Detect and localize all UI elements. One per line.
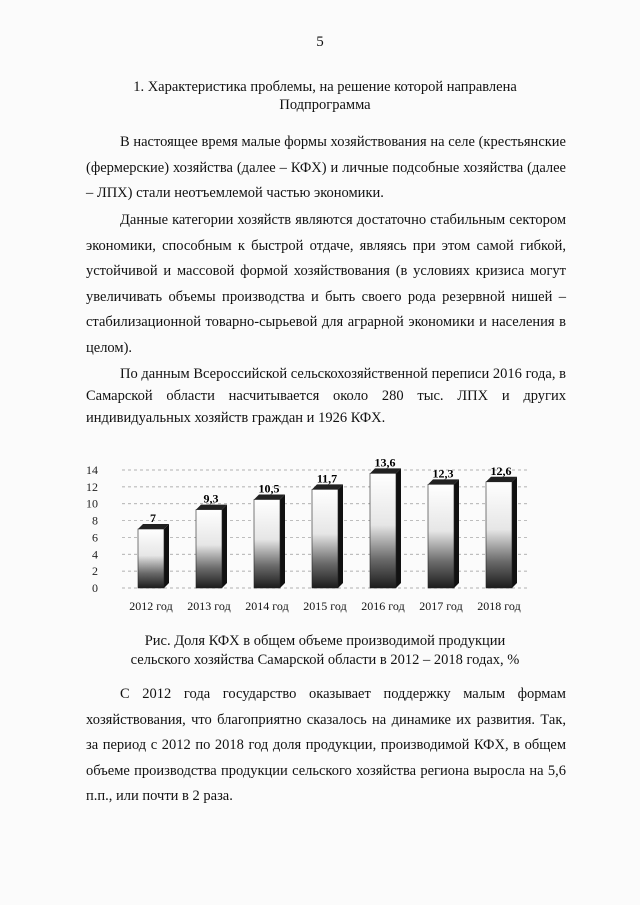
bar-value-label: 7: [150, 511, 156, 525]
bar: [254, 495, 285, 589]
section-title-line1: 1. Характеристика проблемы, на решение которой направлена: [133, 79, 517, 95]
bar: [196, 505, 227, 588]
paragraph-support: С 2012 года государство оказывает поддержку малым формам хозяйствования, что благоприятно сказалось на динамике их развития. Так, за период с 2012 по 2018 год доля продукции, производимой КФХ, в общем объеме производства продукции сельского хозяйства региона выросла на 5,6 п.п., или почти в 2 раза.: [86, 686, 566, 804]
y-axis-ticks: [86, 463, 98, 595]
paragraph-census: По данным Всероссийской сельскохозяйственной переписи 2016 года, в Самарской области насчитывается около 280 тыс. ЛПХ и других индивидуальных хозяйств граждан и 1926 КФХ.: [86, 366, 566, 426]
paragraph-intro: В настоящее время малые формы хозяйствования на селе (крестьянские (фермерские) хозяйства (далее – КФХ) и личные подсобные хозяйства (далее – ЛПХ) стали неотъемлемой частью экономики.: [86, 134, 566, 201]
bar: [138, 524, 169, 588]
bar-value-label: 13,6: [374, 455, 396, 470]
y-tick-label: 12: [86, 479, 98, 494]
y-tick-label: 6: [92, 530, 98, 545]
x-tick-label: 2013 год: [187, 599, 231, 613]
y-tick-label: 0: [92, 581, 98, 595]
bar: [428, 479, 459, 588]
y-tick-label: 8: [92, 513, 98, 528]
bar: [370, 468, 401, 588]
x-tick-label: 2018 год: [477, 599, 521, 613]
bar: [312, 484, 343, 588]
y-tick-label: 10: [86, 496, 98, 511]
bar-value-label: 9,3: [203, 491, 219, 506]
y-tick-label: 4: [92, 547, 98, 562]
x-tick-label: 2016 год: [361, 599, 405, 613]
x-tick-label: 2014 год: [245, 599, 289, 613]
y-tick-label: 14: [86, 463, 98, 477]
x-axis-labels: [129, 599, 520, 613]
bar-chart: [80, 438, 540, 618]
x-tick-label: 2017 год: [419, 599, 463, 613]
paragraph-categories: Данные категории хозяйств являются достаточно стабильным сектором экономики, способным к быстрой отдаче, являясь при этом самой гибкой, устойчивой и массовой формой хозяйствования (в условиях кризиса могут увеличивать объемы производства и быть своего рода резервной нишей – стабилизационной товарно-сырьевой для аграрной экономики и населения в целом).: [86, 212, 566, 356]
page-number: 5: [316, 34, 324, 50]
section-title: [100, 78, 550, 114]
x-tick-label: 2012 год: [129, 599, 173, 613]
caption-line1: Рис. Доля КФХ в общем объеме производимой продукции: [144, 633, 506, 649]
bar-value-label: 10,5: [258, 481, 280, 496]
bar-value-label: 12,6: [490, 463, 512, 478]
chart-bars: [138, 455, 517, 588]
y-tick-label: 2: [92, 564, 98, 579]
figure-caption: [90, 632, 560, 670]
bar-value-label: 11,7: [316, 471, 338, 486]
x-tick-label: 2015 год: [303, 599, 347, 613]
bar-value-label: 12,3: [432, 466, 454, 481]
caption-line2: сельского хозяйства Самарской области в 2012 – 2018 годах, %: [130, 652, 520, 668]
bar: [486, 477, 517, 588]
section-title-line2: Подпрограмма: [279, 97, 371, 113]
